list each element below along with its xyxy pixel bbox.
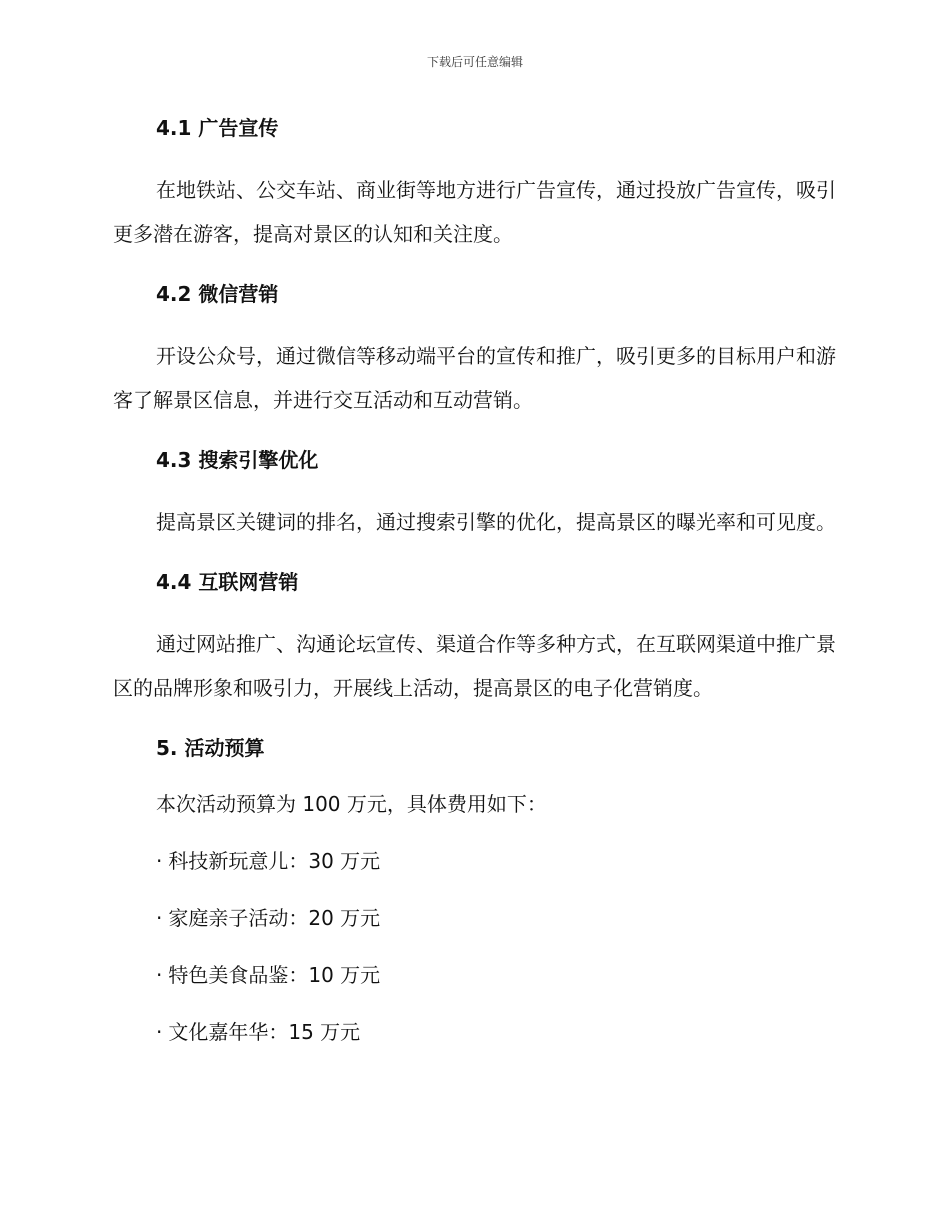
section-budget [113, 732, 838, 1048]
section-heading: 5. 活动预算 [156, 736, 265, 760]
section-paragraph: 在地铁站、公交车站、商业街等地方进行广告宣传，通过投放广告宣传，吸引更多潜在游客，提高对景区的认知和关注度。 [113, 178, 836, 246]
document-body [113, 112, 838, 1048]
section-4-2 [113, 278, 838, 444]
bullet-icon: · [156, 906, 163, 930]
bullet-icon: · [156, 963, 163, 987]
budget-item [113, 845, 838, 877]
section-heading: 4.2 微信营销 [156, 282, 279, 306]
section-paragraph: 提高景区关键词的排名，通过搜索引擎的优化，提高景区的曝光率和可见度。 [156, 510, 836, 534]
section-heading: 4.4 互联网营销 [156, 570, 299, 594]
section-4-1 [113, 112, 838, 278]
budget-intro: 本次活动预算为 100 万元，具体费用如下： [156, 792, 547, 816]
budget-item-text: 特色美食品鉴：10 万元 [168, 963, 381, 987]
bullet-icon: · [156, 849, 163, 873]
budget-item [113, 1016, 838, 1048]
section-heading: 4.1 广告宣传 [156, 116, 279, 140]
section-4-4 [113, 566, 838, 732]
section-paragraph: 通过网站推广、沟通论坛宣传、渠道合作等多种方式，在互联网渠道中推广景区的品牌形象和吸引力，开展线上活动，提高景区的电子化营销度。 [113, 632, 836, 700]
bullet-icon: · [156, 1020, 163, 1044]
budget-item [113, 959, 838, 991]
section-paragraph: 开设公众号，通过微信等移动端平台的宣传和推广，吸引更多的目标用户和游客了解景区信息，并进行交互活动和互动营销。 [113, 344, 836, 412]
budget-item-text: 科技新玩意儿：30 万元 [168, 849, 381, 873]
budget-item [113, 902, 838, 934]
budget-item-text: 家庭亲子活动：20 万元 [168, 906, 381, 930]
budget-item-text: 文化嘉年华：15 万元 [168, 1020, 361, 1044]
section-4-3 [113, 444, 838, 566]
section-heading: 4.3 搜索引擎优化 [156, 448, 319, 472]
page-header: 下载后可任意编辑 [426, 55, 523, 69]
